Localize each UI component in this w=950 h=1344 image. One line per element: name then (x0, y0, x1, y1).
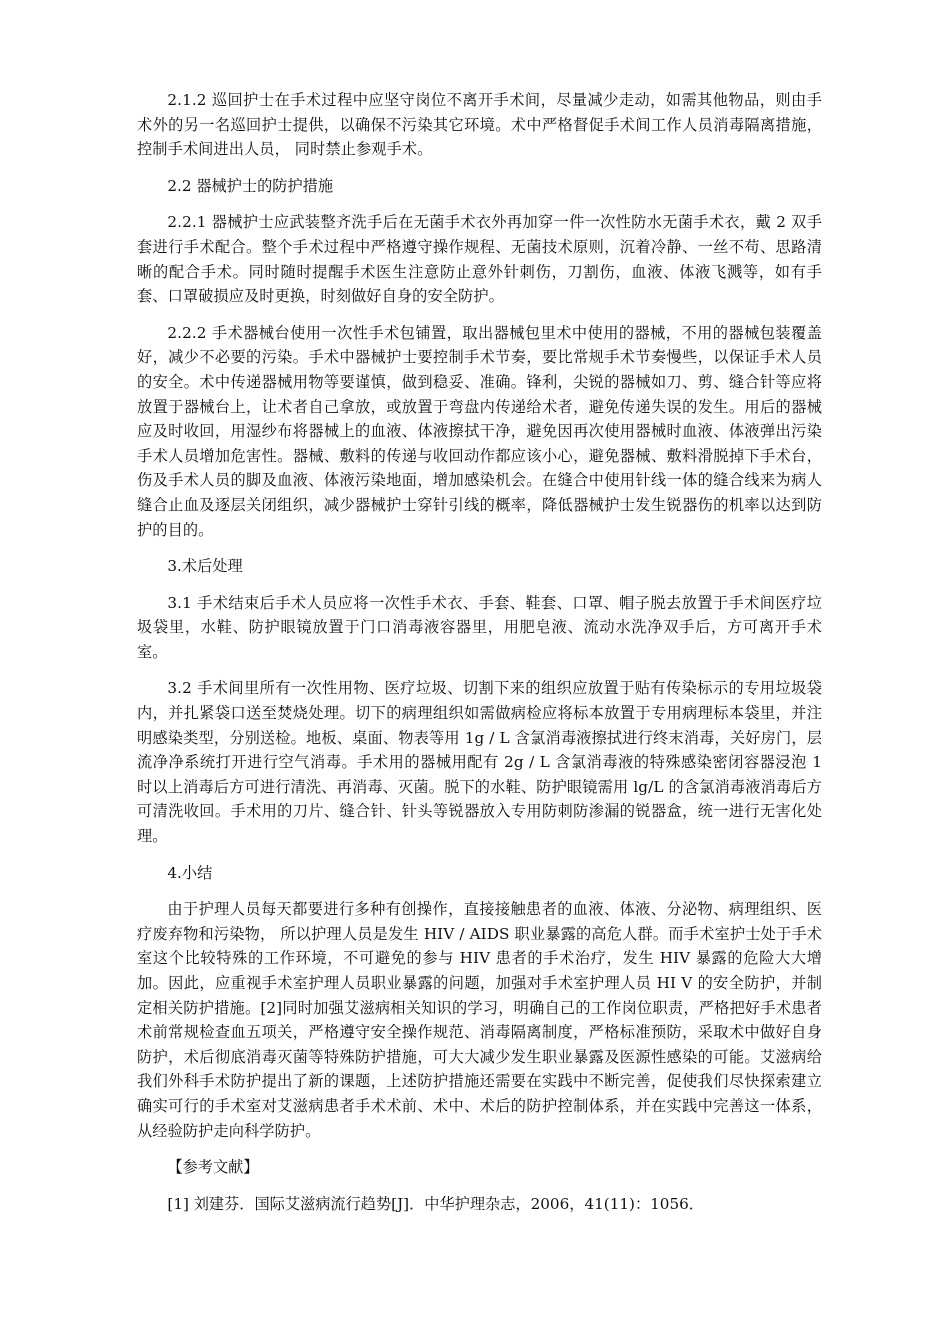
paragraph-3-1: 3.1 手术结束后手术人员应将一次性手术衣、手套、鞋套、口罩、帽子脱去放置于手术间医疗垃圾袋里，水鞋、防护眼镜放置于门口消毒液容器里，用肥皂液、流动水洗净双手后，方可离开手术室。 (137, 593, 822, 661)
section-heading-4: 4.小结 (167, 863, 213, 882)
section-heading-2-2: 2.2 器械护士的防护措施 (167, 176, 334, 195)
references-heading: 【参考文献】 (167, 1158, 259, 1177)
paragraph-2-2-1: 2.2.1 器械护士应武装整齐洗手后在无菌手术衣外再加穿一件一次性防水无菌手术衣，戴 2 双手套进行手术配合。整个手术过程中严格遵守操作规程、无菌技术原则，沉着冷静、一丝不苟、思路清晰的配合手术。同时随时提醒手术医生注意防止意外针刺伤，刀割伤，血液、体液飞溅等，如有手套、口罩破损应及时更换，时刻做好自身的安全防护。 (137, 213, 822, 306)
paragraph-2-1-2: 2.1.2 巡回护士在手术过程中应坚守岗位不离开手术间，尽量减少走动，如需其他物品，则由手术外的另一名巡回护士提供，以确保不污染其它环境。术中严格督促手术间工作人员消毒隔离措施，控制手术间进出人员， 同时禁止参观手术。 (137, 91, 822, 159)
reference-item: [1] 刘建芬．国际艾滋病流行趋势[J]．中华护理杂志，2006，41(11)：1056． (167, 1194, 704, 1213)
document-page (137, 88, 822, 1228)
paragraph-summary: 由于护理人员每天都要进行多种有创操作，直接接触患者的血液、体液、分泌物、病理组织、医疗废弃物和污染物， 所以护理人员是发生 HIV / AIDS 职业暴露的高危人群。而手术室护士处于手术室这个比较特殊的工作环境，不可避免的参与 HIV 患者的手术治疗，发生 HIV 暴露的危险大大增加。因此，应重视手术室护理人员职业暴露的问题，加强对手术室护理人员 HI V 的安全防护，并制定相关防护措施。[2]同时加强艾滋病相关知识的学习，明确自己的工作岗位职责，严格把好手术患者术前常规检查血五项关，严格遵守安全操作规范、消毒隔离制度，严格标准预防，采取术中做好自身防护，术后彻底消毒灭菌等特殊防护措施，可大大减少发生职业暴露及医源性感染的可能。艾滋病给我们外科手术防护提出了新的课题，上述防护措施还需要在实践中不断完善，促使我们尽快探索建立确实可行的手术室对艾滋病患者手术术前、术中、术后的防护控制体系，并在实践中完善这一体系，从经验防护走向科学防护。 (137, 900, 822, 1140)
section-heading-3: 3.术后处理 (167, 557, 243, 576)
paragraph-3-2: 3.2 手术间里所有一次性用物、医疗垃圾、切割下来的组织应放置于贴有传染标示的专用垃圾袋内，并扎紧袋口送至焚烧处理。切下的病理组织如需做病检应将标本放置于专用病理标本袋里，并注明感染类型，分别送检。地板、桌面、物表等用 1g / L 含氯消毒液擦拭进行终末消毒，关好房门，层流净净系统打开进行空气消毒。手术用的器械用配有 2g / L 含氯消毒液的特殊感染密闭容器浸泡 1 时以上消毒后方可进行清洗、再消毒、灭菌。脱下的水鞋、防护眼镜需用 lg/L 的含氯消毒液消毒后方可清洗收回。手术用的刀片、缝合针、针头等锐器放入专用防刺防渗漏的锐器盒，统一进行无害化处理。 (137, 679, 822, 846)
paragraph-2-2-2: 2.2.2 手术器械台使用一次性手术包铺置，取出器械包里术中使用的器械，不用的器械包装覆盖好，减少不必要的污染。手术中器械护士要控制手术节奏，要比常规手术节奏慢些，以保证手术人员的安全。术中传递器械用物等要谨慎，做到稳妥、准确。锋利，尖锐的器械如刀、剪、缝合针等应将放置于器械台上，让术者自己拿放，或放置于弯盘内传递给术者，避免传递失误的发生。用后的器械应及时收回，用湿纱布将器械上的血液、体液擦拭干净，避免因再次使用器械时血液、体液弹出污染手术人员增加危害性。器械、敷料的传递与收回动作都应该小心，避免器械、敷料滑脱掉下手术台，伤及手术人员的脚及血液、体液污染地面，增加感染机会。在缝合中使用针线一体的缝合线来为病人缝合止血及逐层关闭组织，减少器械护士穿针引线的概率，降低器械护士发生锐器伤的机率以达到防护的目的。 (137, 323, 822, 539)
